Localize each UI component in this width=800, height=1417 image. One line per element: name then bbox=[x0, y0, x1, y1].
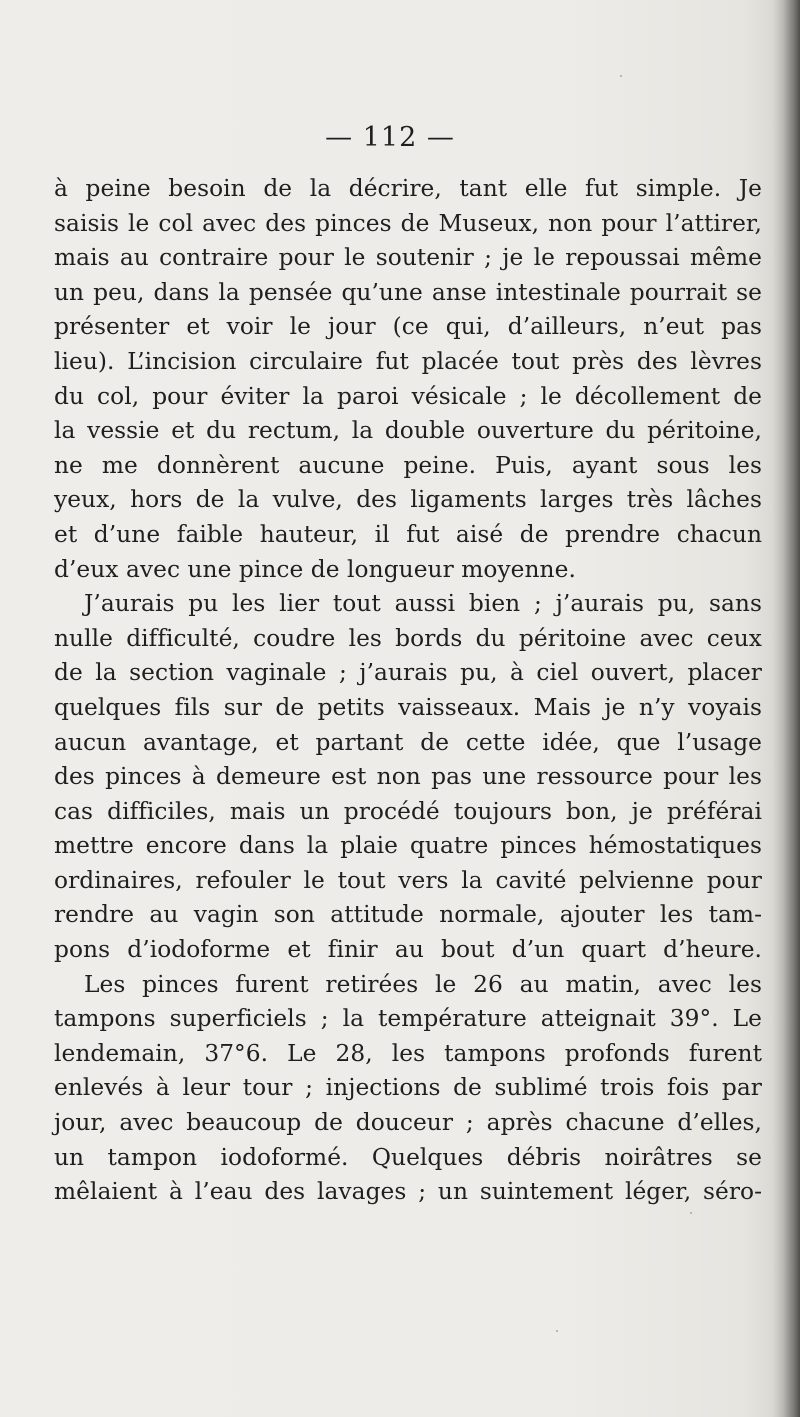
text-line: lendemain, 37°6. Le 28, les tampons profonds furent bbox=[54, 1039, 762, 1067]
binding-shadow bbox=[772, 0, 800, 1417]
text-line: du col, pour éviter la paroi vésicale ; le décollement de bbox=[54, 382, 762, 410]
text-line: lieu). L’incision circulaire fut placée tout près des lèvres bbox=[54, 347, 762, 375]
text-line: mettre encore dans la plaie quatre pinces hémostatiques bbox=[54, 832, 762, 860]
text-line: un tampon iodoformé. Quelques débris noirâtres se bbox=[54, 1143, 762, 1171]
page-number: — 112 — bbox=[325, 122, 455, 153]
text-line: tampons superficiels ; la température atteignait 39°. Le bbox=[54, 1005, 762, 1033]
text-line: et d’une faible hauteur, il fut aisé de prendre chacun bbox=[54, 520, 762, 548]
text-line: un peu, dans la pensée qu’une anse intestinale pourrait se bbox=[54, 278, 762, 306]
text-line: présenter et voir le jour (ce qui, d’ailleurs, n’eut pas bbox=[54, 313, 762, 341]
paper-speck bbox=[690, 1212, 692, 1214]
text-line: yeux, hors de la vulve, des ligaments larges très lâches bbox=[54, 486, 762, 514]
text-line: mais au contraire pour le soutenir ; je le repoussai même bbox=[54, 244, 762, 272]
text-line: rendre au vagin son attitude normale, ajouter les tam- bbox=[54, 901, 762, 929]
paper-speck bbox=[620, 75, 622, 77]
text-line: jour, avec beaucoup de douceur ; après chacune d’elles, bbox=[54, 1109, 762, 1137]
text-line: ne me donnèrent aucune peine. Puis, ayant sous les bbox=[54, 451, 762, 479]
text-line: d’eux avec une pince de longueur moyenne. bbox=[54, 555, 576, 583]
paper-speck bbox=[556, 1330, 558, 1332]
text-line: enlevés à leur tour ; injections de sublimé trois fois par bbox=[54, 1074, 762, 1102]
text-line: la vessie et du rectum, la double ouverture du péritoine, bbox=[54, 417, 762, 445]
text-line: à peine besoin de la décrire, tant elle fut simple. Je bbox=[54, 175, 762, 202]
text-line: Les pinces furent retirées le 26 au matin, avec les bbox=[84, 970, 762, 998]
text-line: cas difficiles, mais un procédé toujours bon, je préférai bbox=[54, 797, 762, 825]
text-line: pons d’iodoforme et finir au bout d’un quart d’heure. bbox=[54, 936, 762, 964]
text-line: aucun avantage, et partant de cette idée, que l’usage bbox=[54, 728, 762, 756]
text-line: saisis le col avec des pinces de Museux, non pour l’attirer, bbox=[54, 209, 762, 237]
body-text bbox=[54, 172, 762, 1210]
text-line: J’aurais pu les lier tout aussi bien ; j’aurais pu, sans bbox=[84, 590, 762, 618]
text-line: mêlaient à l’eau des lavages ; un suintement léger, séro- bbox=[54, 1178, 762, 1206]
text-line: des pinces à demeure est non pas une ressource pour les bbox=[54, 763, 762, 791]
text-line: de la section vaginale ; j’aurais pu, à ciel ouvert, placer bbox=[54, 659, 762, 687]
text-line: ordinaires, refouler le tout vers la cavité pelvienne pour bbox=[54, 866, 762, 894]
text-line: quelques fils sur de petits vaisseaux. Mais je n’y voyais bbox=[54, 693, 762, 721]
text-line: nulle difficulté, coudre les bords du péritoine avec ceux bbox=[54, 624, 762, 652]
